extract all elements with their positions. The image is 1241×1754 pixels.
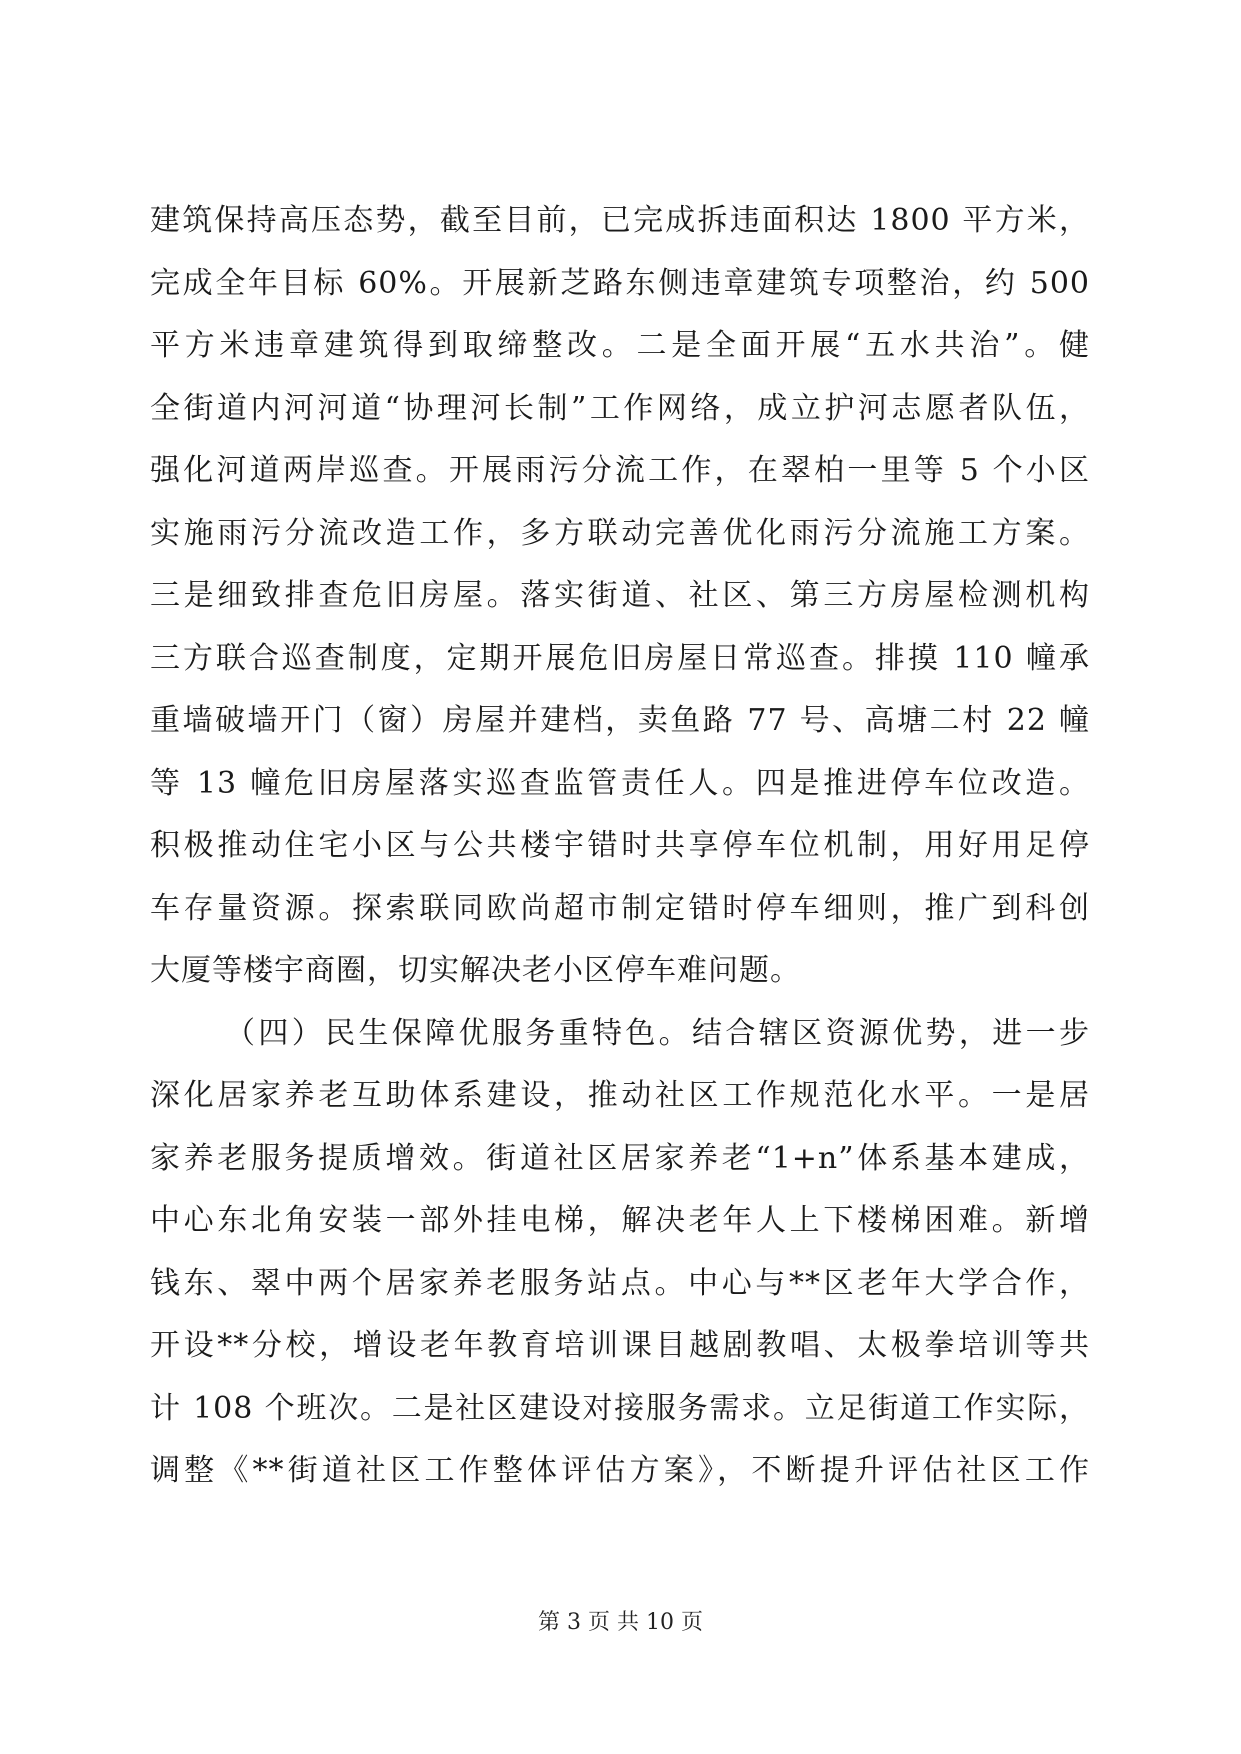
text-line: 平方米违章建筑得到取缔整改。二是全面开展“五水共治”。健 (150, 328, 1090, 363)
text-line: 等 13 幢危旧房屋落实巡查监管责任人。四是推进停车位改造。 (150, 765, 1090, 801)
text-line: 积极推动住宅小区与公共楼宇错时共享停车位机制，用好用足停 (150, 828, 1090, 863)
text-line: 中心东北角安装一部外挂电梯，解决老年人上下楼梯困难。新增 (150, 1203, 1090, 1238)
text-line: 计 108 个班次。二是社区建设对接服务需求。立足街道工作实际， (150, 1390, 1090, 1426)
text-line: 三是细致排查危旧房屋。落实街道、社区、第三方房屋检测机构 (150, 578, 1090, 613)
section-heading-line: （四）民生保障优服务重特色。结合辖区资源优势，进一步 (225, 1015, 1090, 1051)
text-line: 全街道内河河道“协理河长制”工作网络，成立护河志愿者队伍， (150, 390, 1090, 426)
text-line: 家养老服务提质增效。街道社区居家养老“1+n”体系基本建成， (150, 1140, 1090, 1176)
text-line: 车存量资源。探索联同欧尚超市制定错时停车细则，推广到科创 (150, 890, 1090, 926)
text-line: 调整《**街道社区工作整体评估方案》，不断提升评估社区工作 (150, 1453, 1090, 1488)
text-line: 实施雨污分流改造工作，多方联动完善优化雨污分流施工方案。 (150, 515, 1090, 551)
text-line: 重墙破墙开门（窗）房屋并建档，卖鱼路 77 号、高塘二村 22 幢 (150, 703, 1090, 738)
text-line: 深化居家养老互助体系建设，推动社区工作规范化水平。一是居 (150, 1078, 1090, 1113)
text-line: 三方联合巡查制度，定期开展危旧房屋日常巡查。排摸 110 幢承 (150, 640, 1090, 676)
body-text (150, 190, 1090, 1503)
page-number-footer: 第 3 页 共 10 页 (538, 1610, 703, 1635)
text-line: 建筑保持高压态势，截至目前，已完成拆违面积达 1800 平方米， (150, 203, 1090, 238)
text-line: 完成全年目标 60%。开展新芝路东侧违章建筑专项整治，约 500 (150, 265, 1090, 301)
text-line: 开设**分校，增设老年教育培训课目越剧教唱、太极拳培训等共 (150, 1328, 1090, 1363)
text-line: 强化河道两岸巡查。开展雨污分流工作，在翠柏一里等 5 个小区 (150, 453, 1090, 488)
text-line: 钱东、翠中两个居家养老服务站点。中心与**区老年大学合作， (150, 1265, 1090, 1301)
text-line: 大厦等楼宇商圈，切实解决老小区停车难问题。 (150, 953, 801, 988)
